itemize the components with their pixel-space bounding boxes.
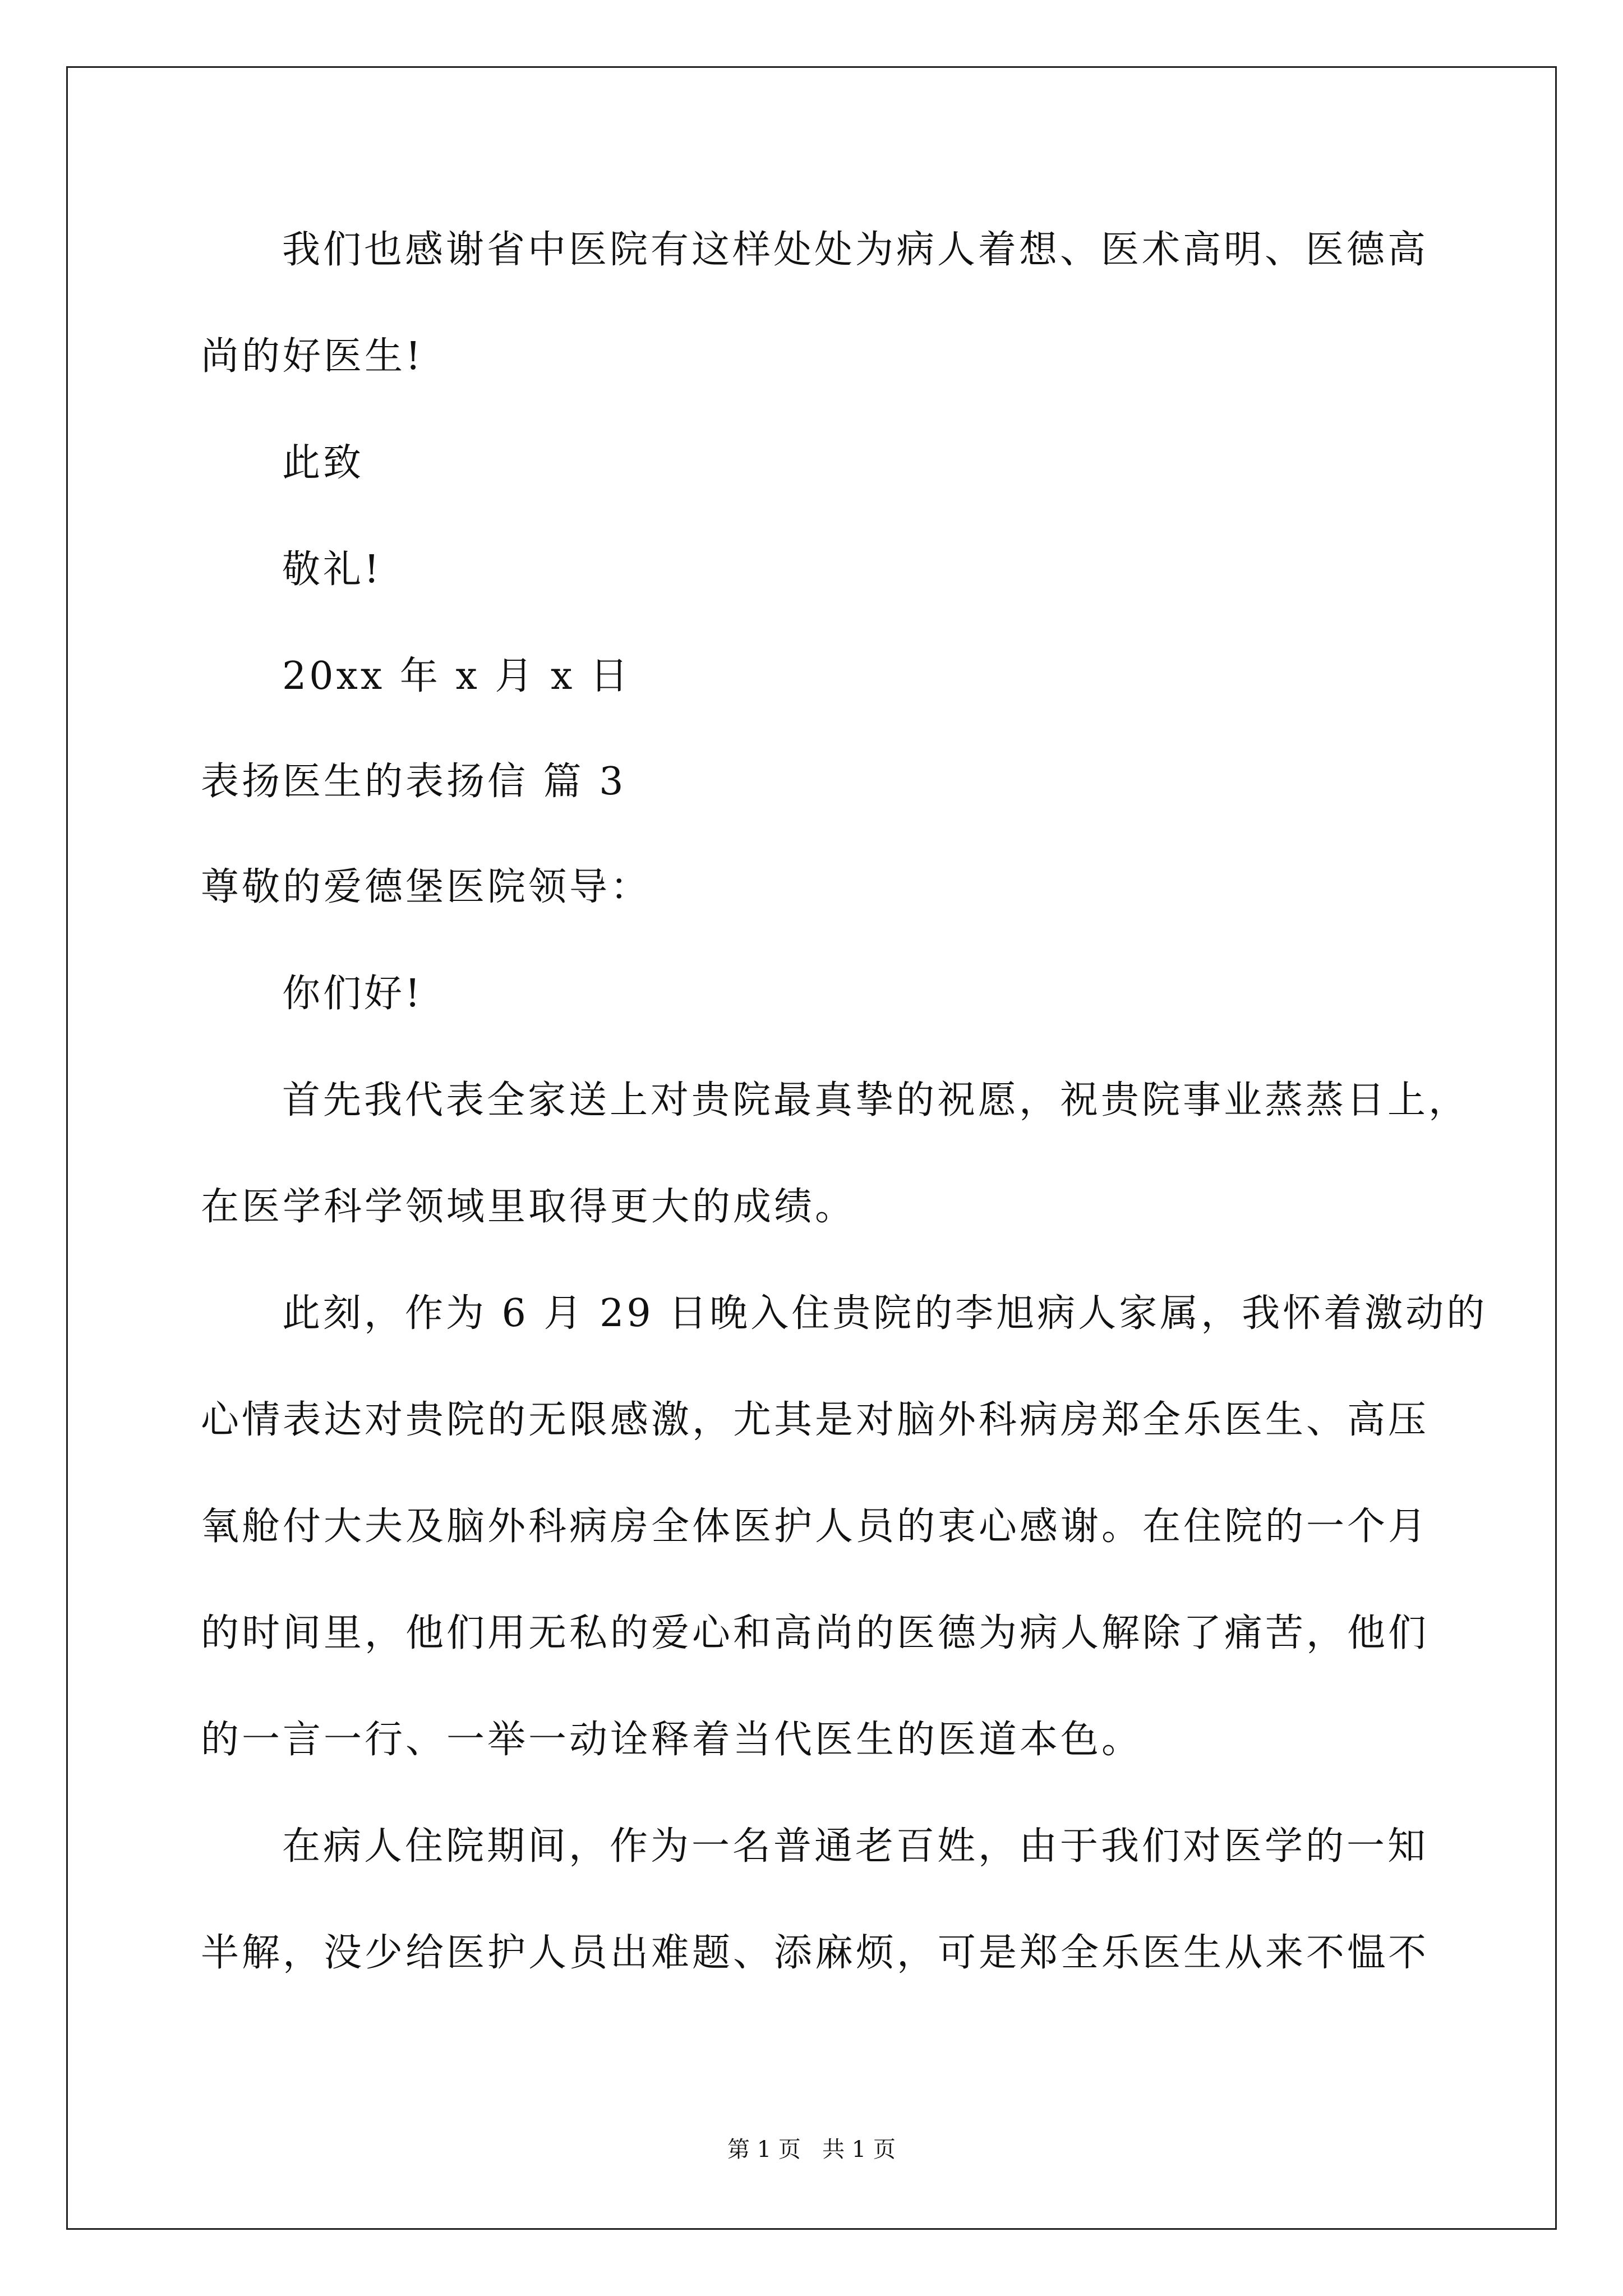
- date-line: 20xx 年 x 月 x 日: [282, 654, 631, 698]
- text-line: 的一言一行、一举一动诠释着当代医生的医道本色。: [201, 1718, 1143, 1762]
- page-footer: 第 1 页 共 1 页: [727, 2137, 896, 2162]
- text-line: 心情表达对贵院的无限感激，尤其是对脑外科病房郑全乐医生、高压: [201, 1398, 1430, 1442]
- text-line: 在病人住院期间，作为一名普通老百姓，由于我们对医学的一知: [282, 1824, 1429, 1869]
- text-line: 半解，没少给医护人员出难题、添麻烦，可是郑全乐医生从来不愠不: [201, 1931, 1430, 1975]
- page-border: [66, 66, 1557, 2230]
- text-line: 的时间里，他们用无私的爱心和高尚的医德为病人解除了痛苦，他们: [201, 1611, 1430, 1655]
- text-line: 首先我代表全家送上对贵院最真挚的祝愿，祝贵院事业蒸蒸日上，: [282, 1078, 1470, 1122]
- greeting-line: 尊敬的爱德堡医院领导：: [201, 865, 652, 909]
- text-line: 在医学科学领域里取得更大的成绩。: [201, 1185, 856, 1229]
- text-line: 此刻，作为 6 月 29 日晚入住贵院的李旭病人家属，我怀着激动的: [282, 1291, 1488, 1336]
- salutation-line: 敬礼!: [282, 547, 382, 592]
- text-line: 氧舱付大夫及脑外科病房全体医护人员的衷心感谢。在住院的一个月: [201, 1504, 1430, 1549]
- section-heading: 表扬医生的表扬信 篇 3: [201, 760, 626, 804]
- text-line: 尚的好医生!: [201, 334, 424, 379]
- text-line: 我们也感谢省中医院有这样处处为病人着想、医术高明、医德高: [282, 228, 1429, 272]
- greeting-line: 你们好!: [282, 972, 423, 1016]
- closing-line: 此致: [282, 441, 365, 485]
